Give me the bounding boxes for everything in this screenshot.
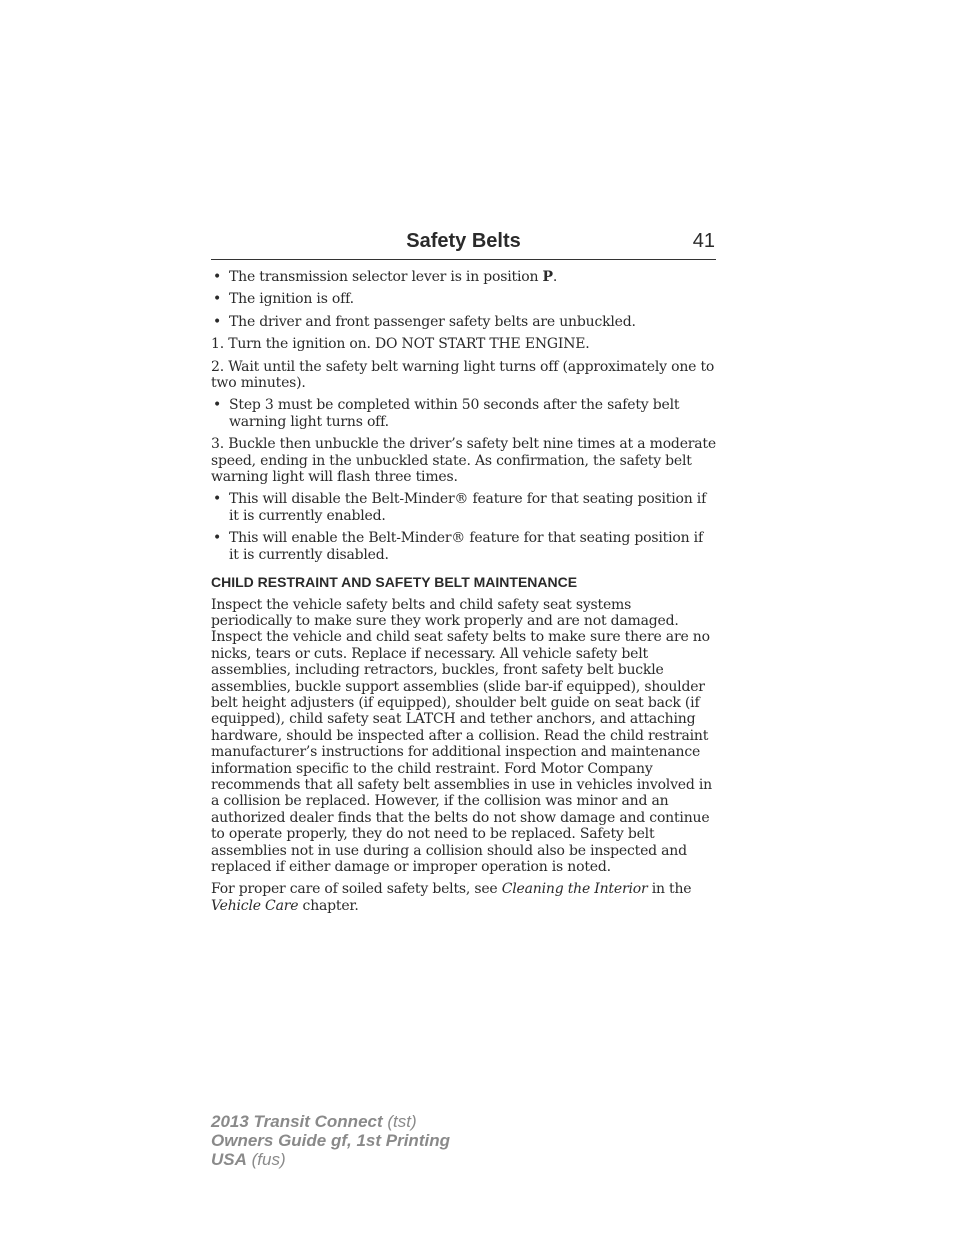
list-item: • The driver and front passenger safety belts are unbuckled. — [213, 313, 636, 330]
footer-line-2: Owners Guide gf, 1st Printing — [211, 1131, 450, 1150]
page-header — [211, 228, 716, 260]
list-item: • The transmission selector lever is in position P. — [213, 269, 558, 285]
bold-text: P — [542, 269, 553, 285]
bullet-icon: • — [213, 397, 222, 414]
care-reference: For proper care of soiled safety belts, see Cleaning the Interior in the Vehicle Care chapter. — [211, 881, 692, 914]
cross-reference-link: Cleaning the Interior — [501, 881, 648, 898]
footer-line-1: 2013 Transit Connect (tst) — [211, 1112, 417, 1131]
page-content — [211, 269, 716, 920]
list-item: • This will disable the Belt-Minder® feature for that seating position if it is currently enabled. — [213, 491, 707, 524]
bullet-icon: • — [213, 269, 222, 285]
bullet-icon: • — [213, 313, 222, 330]
bullet-icon: • — [213, 530, 222, 547]
list-item: • Step 3 must be completed within 50 seconds after the safety belt warning light turns off. — [213, 397, 680, 430]
step-1: 1. Turn the ignition on. DO NOT START THE ENGINE. — [211, 336, 590, 353]
section-body: Inspect the vehicle safety belts and child safety seat systems periodically to make sure they work properly and are not damaged. Inspect the vehicle and child seat safety belts to make sure there are no nicks, tears or cuts. Replace if necessary. All vehicle safety belt assemblies, including retractors, buckles, front safety belt buckle assemblies, buckle support assemblies (slide bar-if equipped), shoulder belt height adjusters (if equipped), shoulder belt guide on seat back (if equipped), child safety seat LATCH and tether anchors, and attaching hardware, should be inspected after a collision. Read the child restraint manufacturer’s instructions for additional inspection and maintenance information specific to the child restraint. Ford Motor Company recommends that all safety belt assemblies in use in vehicles involved in a collision be replaced. However, if the collision was minor and an authorized dealer finds that the belts do not show damage and continue to operate properly, they do not need to be replaced. Safety belt assemblies not in use during a collision should also be inspected and replaced if either damage or improper operation is noted. — [211, 596, 712, 875]
step-2: 2. Wait until the safety belt warning light turns off (approximately one to two minutes). — [211, 358, 715, 392]
list-item: • The ignition is off. — [213, 291, 354, 308]
bullet-icon: • — [213, 291, 222, 308]
page-title: Safety Belts — [406, 230, 521, 252]
bullet-icon: • — [213, 491, 222, 508]
page-footer — [211, 1112, 450, 1169]
cross-reference-link: Vehicle Care — [211, 897, 299, 914]
page-number: 41 — [692, 230, 715, 252]
list-item: • This will enable the Belt-Minder® feature for that seating position if it is currently disabled. — [213, 530, 703, 563]
step-3: 3. Buckle then unbuckle the driver’s safety belt nine times at a moderate speed, ending in the unbuckled state. As confirmation, the safety belt warning light will flash three times. — [211, 436, 716, 486]
footer-line-3: USA (fus) — [211, 1150, 286, 1169]
section-heading: CHILD RESTRAINT AND SAFETY BELT MAINTENANCE — [211, 574, 578, 591]
